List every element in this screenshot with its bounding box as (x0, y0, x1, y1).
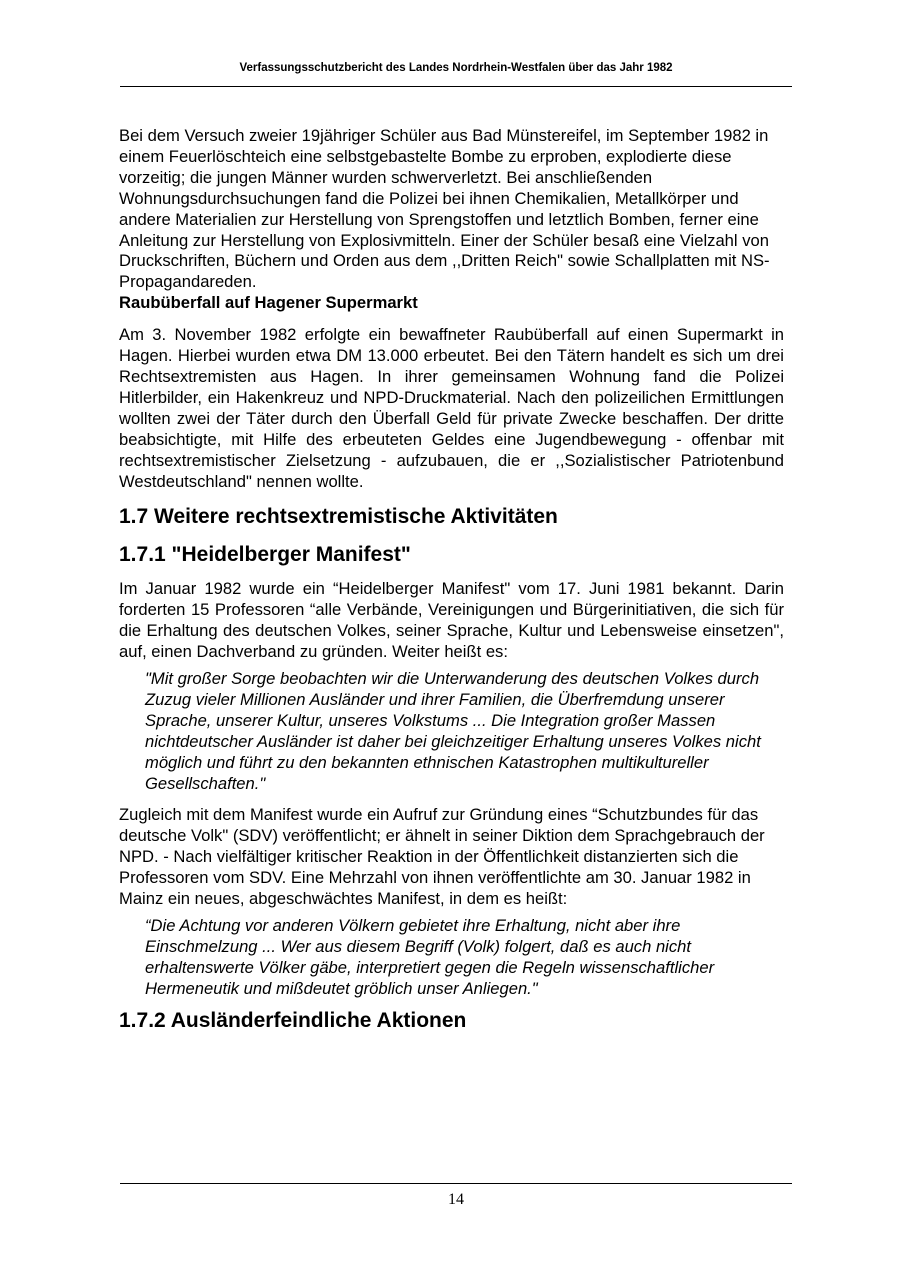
subheading-hagen-robbery: Raubüberfall auf Hagener Supermarkt (119, 293, 418, 313)
paragraph-heidelberg-manifest: Im Januar 1982 wurde ein “Heidelberger Manifest" vom 17. Juni 1981 bekannt. Darin forderten 15 Professoren “alle Verbände, Vereinigungen und Bürgerinitiativen, die sich für die Erhaltung des deutschen Volkes, seiner Sprache, Kultur und Lebensweise einsetzen", auf, einen Dachverband zu gründen. Weiter heißt es: (119, 579, 784, 662)
paragraph-hagen-robbery: Am 3. November 1982 erfolgte ein bewaffneter Raubüberfall auf einen Supermarkt in Hagen. Hierbei wurden etwa DM 13.000 erbeutet. Bei den Tätern handelt es sich um drei Rechtsextremisten aus Hagen. In ihrer gemeinsamen Wohnung fand die Polizei Hitlerbilder, ein Hakenkreuz und NPD-Druckmaterial. Nach den polizeilichen Ermittlungen wollten zwei der Täter durch den Überfall Geld für private Zwecke beschaffen. Der dritte beabsichtigte, mit Hilfe des erbeuteten Geldes eine Jugendbewegung - offenbar mit rechtsextremistischer Zielsetzung - aufzubauen, die er ,,Sozialistischer Patriotenbund Westdeutschland" nennen wollte. (119, 325, 784, 491)
footer-divider (120, 1183, 792, 1184)
quote-mainz-manifest: “Die Achtung vor anderen Völkern gebietet ihre Erhaltung, nicht aber ihre Einschmelzung ... Wer aus diesem Begriff (Volk) folgert, daß es auch nicht erhaltenswerte Völker gäbe, interpretiert gegen die Regeln wissenschaftlicher Hermeneutik und mißdeutet gröblich unser Anliegen." (145, 916, 715, 998)
paragraph-sdv: Zugleich mit dem Manifest wurde ein Aufruf zur Gründung eines “Schutzbundes für das deutsche Volk" (SDV) veröffentlicht; er ähnelt in seiner Diktion dem Sprachgebrauch der NPD. - Nach vielfältiger kritischer Reaktion in der Öffentlichkeit distanzierten sich die Professoren vom SDV. Eine Mehrzahl von ihnen veröffentlichte am 30. Januar 1982 in Mainz ein neues, abgeschwächtes Manifest, in dem es heißt: (119, 805, 765, 909)
section-heading-1-7: 1.7 Weitere rechtsextremistische Aktivitäten (119, 505, 558, 529)
section-heading-1-7-2: 1.7.2 Ausländerfeindliche Aktionen (119, 1008, 467, 1032)
quote-manifest: "Mit großer Sorge beobachten wir die Unterwanderung des deutschen Volkes durch Zuzug vieler Millionen Ausländer und ihrer Familien, die Überfremdung unserer Sprache, unserer Kultur, unseres Volkstums ... Die Integration großer Massen nichtdeutscher Ausländer ist daher bei gleichzeitiger Erhaltung unseres Volkes nicht möglich und führt zu den bekannten ethnischen Katastrophen multikultureller Gesellschaften." (145, 669, 761, 793)
section-heading-1-7-1: 1.7.1 "Heidelberger Manifest" (119, 543, 411, 567)
running-header: Verfassungsschutzbericht des Landes Nordrhein-Westfalen über das Jahr 1982 (239, 62, 673, 74)
header-divider (120, 86, 792, 87)
page-number: 14 (448, 1191, 464, 1208)
page-content (119, 126, 784, 1034)
paragraph-bomb-attempt: Bei dem Versuch zweier 19jähriger Schüler aus Bad Münstereifel, im September 1982 in einem Feuerlöschteich eine selbstgebastelte Bombe zu erproben, explodierte diese vorzeitig; die jungen Männer wurden schwerverletzt. Bei anschließenden Wohnungsdurchsuchungen fand die Polizei bei ihnen Chemikalien, Metallkörper und andere Materialien zur Herstellung von Sprengstoffen und letztlich Bomben, ferner eine Anleitung zur Herstellung von Explosivmitteln. Einer der Schüler besaß eine Vielzahl von Druckschriften, Büchern und Orden aus dem ,,Dritten Reich" sowie Schallplatten mit NS-Propagandareden. (119, 126, 770, 292)
